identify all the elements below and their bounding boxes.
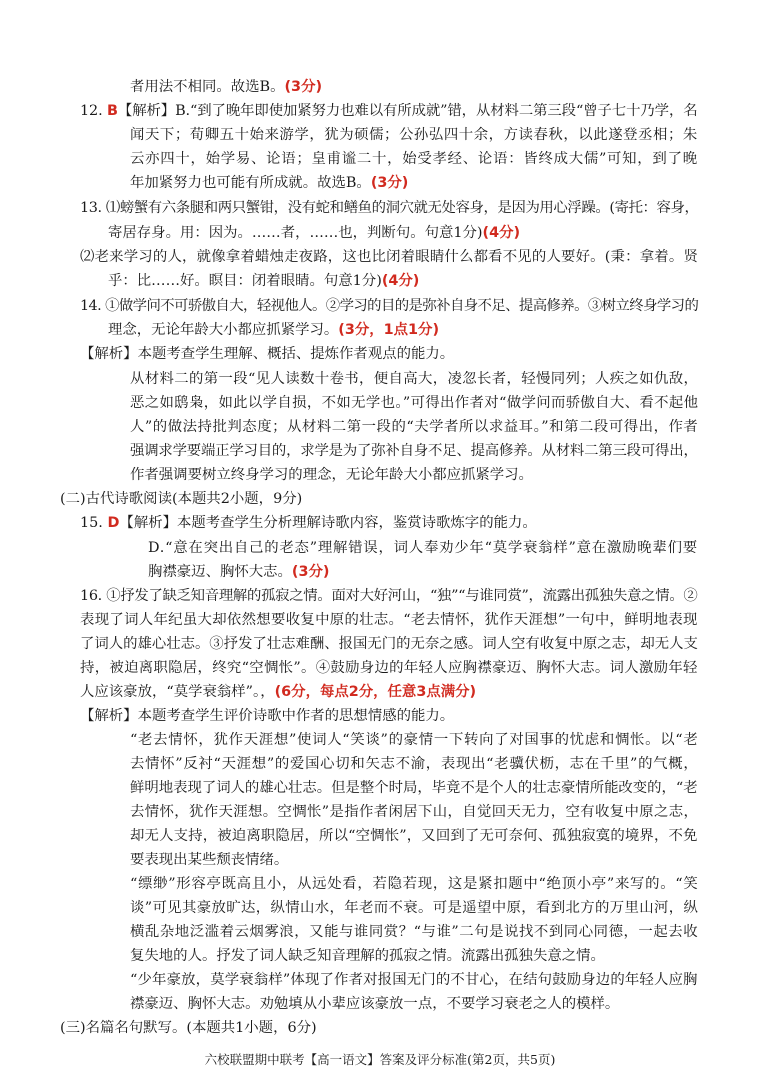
line-text: 年加紧努力也可能有所成就。故选B。 [130, 175, 371, 191]
text-line [80, 682, 476, 702]
line-text: 了词人的雄心壮志。③抒发了壮志难酬、报国无门的无奈之感。词人空有收复中原之志，却无人支 [80, 636, 698, 652]
line-text: 作者强调要树立终身学习的理念，无论年龄大小都应抓紧学习。 [130, 467, 533, 483]
text-line [130, 393, 698, 413]
text-line [130, 778, 698, 798]
text-line [130, 826, 698, 846]
line-text: 横乱杂地泛滥着云烟雾浪，又能与谁同赏？“与谁”二句是说找不到同心同德，一起去收 [130, 924, 699, 940]
line-text: 人应该豪放，“莫学衰翁样”。， [80, 684, 275, 700]
line-text: 寄居存身。用：因为。……者，……也，判断句。句意1分) [108, 225, 483, 241]
text-line [130, 149, 698, 169]
text-line [130, 173, 408, 193]
text-line [80, 586, 698, 606]
text-line [60, 1018, 317, 1038]
line-text: 【解析】本题考查学生评价诗歌中作者的思想情感的能力。 [80, 708, 455, 724]
score-text: (4分) [381, 273, 420, 289]
text-line [130, 970, 698, 990]
line-text: 14. ①做学问不可骄傲自大，轻视他人。②学习的目的是弥补自身不足、提高修养。③树立终身学习的 [80, 298, 699, 314]
text-line [80, 658, 698, 678]
text-line [130, 730, 698, 750]
line-text: 从材料二的第一段“见人读数十卷书，便自高大，凌忽长者，轻慢同列；人疾之如仇敌， [130, 371, 699, 387]
text-line [130, 441, 698, 461]
score-text: (4分) [482, 225, 521, 241]
text-line [130, 77, 322, 97]
line-text: 却无人支持，被迫离职隐居，所以“空惆怅”，又回到了无可奈何、孤独寂寞的境界，不免 [130, 828, 698, 844]
line-text: 理念，无论年龄大小都应抓紧学习。 [108, 322, 339, 338]
text-line [80, 706, 454, 726]
line-text: 复失地的人。抒发了词人缺乏知音理解的孤寂之情。流露出孤独失意之情。 [130, 948, 605, 964]
text-line [130, 125, 698, 145]
text-line [130, 898, 698, 918]
line-text: 要表现出某些颓丧情绪。 [130, 852, 289, 868]
text-line [148, 562, 329, 582]
line-text: 去情怀”反衬“天涯想”的爱国心切和矢志不渝，表现出“老骥伏枥，志在千里”的气概， [130, 756, 699, 772]
line-text: 16. ①抒发了缺乏知音理解的孤寂之情。面对大好河山，“独”“与谁同赏”，流露出孤独失意之情。② [80, 588, 698, 604]
line-text: “少年豪放，莫学衰翁样”体现了作者对报国无门的不甘心，在结句鼓励身边的年轻人应胸 [130, 972, 698, 988]
line-text: 乎：比……好。瞑目：闭着眼睛。句意1分) [108, 273, 382, 289]
line-text: 人”的做法持批判态度；从材料二第一段的“夫学者所以求益耳。”和第二段可得出，作者 [130, 419, 699, 435]
text-line [80, 610, 698, 630]
text-line [130, 946, 605, 966]
line-text: 者用法不相同。故选B。 [130, 79, 285, 95]
line-text: 闻天下；荀卿五十始来游学，犹为硕儒；公孙弘四十余，方读春秋，以此遂登丞相；朱 [130, 127, 698, 143]
text-line [80, 296, 698, 316]
line-text: 强调求学要端正学习目的，求学是为了弥补自身不足、提高修养。从材料二第三段可得出， [130, 443, 698, 459]
line-text: 【解析】本题考查学生理解、概括、提炼作者观点的能力。 [80, 346, 455, 362]
line-text: 15. [80, 515, 108, 531]
score-text: (3分) [284, 79, 323, 95]
line-text: 【解析】本题考查学生分析理解诗歌内容，鉴赏诗歌炼字的能力。 [119, 515, 537, 531]
line-text: (二)古代诗歌阅读(本题共2小题，9分) [60, 491, 303, 507]
text-line [148, 538, 698, 558]
text-line [130, 802, 698, 822]
line-text: 13. ⑴螃蟹有六条腿和两只蟹钳，没有蛇和鳝鱼的洞穴就无处容身，是因为用心浮躁。(寄托：容身， [80, 200, 699, 216]
text-line [130, 417, 698, 437]
line-text: 鲜明地表现了词人的雄心壮志。但是整个时局，毕竟不是个人的壮志豪情所能改变的，“老 [130, 780, 698, 796]
line-text: 【解析】B.“到了晚年即使加紧努力也难以有所成就”错，从材料二第三段“曾子七十乃学，名 [117, 103, 698, 119]
line-text: “老去情怀，犹作天涯想”使词人“笑谈”的豪情一下转向了对国事的忧虑和惆怅。以“老 [130, 732, 699, 748]
text-line [130, 850, 288, 870]
text-line [108, 320, 439, 340]
score-text: D [107, 515, 120, 531]
text-line [130, 994, 619, 1014]
score-text: (3分，1点1分) [338, 322, 440, 338]
line-text: 恶之如鸱枭，如此以学自损，不如无学也。”可得出作者对“做学问而骄傲自大、看不起他 [130, 395, 699, 411]
text-line [130, 369, 698, 389]
score-text: (6分，每点2分，任意3点满分) [274, 684, 477, 700]
text-line [108, 271, 419, 291]
text-line [80, 198, 699, 218]
line-text: 12. [80, 103, 108, 119]
page-footer: 六校联盟期中联考【高一语文】答案及评分标准(第2页，共5页) [204, 1052, 556, 1067]
line-text: 去情怀，犹作天涯想。空惆怅”是指作者闲居下山，自觉回天无力，空有收复中原之志， [130, 804, 699, 820]
text-line [130, 754, 698, 774]
text-line [130, 922, 698, 942]
text-line [80, 634, 698, 654]
line-text: D.“意在突出自己的老态”理解错误，词人奉劝少年“莫学衰翁样”意在激励晚辈们要 [148, 540, 698, 556]
text-line [80, 344, 454, 364]
line-text: 表现了词人年纪虽大却依然想要收复中原的壮志。“老去情怀，犹作天涯想”一句中，鲜明地表现 [80, 612, 698, 628]
score-text: (3分) [370, 175, 409, 191]
line-text: 谈”可见其豪放旷达，纵情山水，年老而不衰。可是遥望中原，看到北方的万里山河，纵 [130, 900, 699, 916]
text-line [108, 223, 520, 243]
line-text: 襟豪迈、胸怀大志。劝勉填从小辈应该豪放一点，不要学习衰老之人的模样。 [130, 996, 620, 1012]
line-text: 持，被迫离职隐居，终究“空惆怅”。④鼓励身边的年轻人应胸襟豪迈、胸怀大志。词人激励年轻 [80, 660, 698, 676]
line-text: ⑵老来学习的人，就像拿着蜡烛走夜路，这也比闭着眼睛什么都看不见的人要好。(秉：拿着。贤 [80, 249, 699, 265]
text-line [80, 101, 698, 121]
text-line [130, 874, 698, 894]
line-text: 云亦四十，始学易、论语；皇甫谧二十，始受孝经、论语：皆终成大儒”可知，到了晚 [130, 151, 698, 167]
line-text: (三)名篇名句默写。(本题共1小题，6分) [60, 1020, 317, 1036]
score-text: (3分) [291, 564, 330, 580]
text-line [80, 513, 537, 533]
text-line [130, 465, 533, 485]
score-text: B [107, 103, 118, 119]
line-text: “缥缈”形容亭既高且小，从远处看，若隐若现，这是紧扣题中“绝顶小亭”来写的。“笑 [130, 876, 699, 892]
line-text: 胸襟豪迈、胸怀大志。 [148, 564, 292, 580]
text-line [80, 247, 698, 267]
text-line [60, 489, 302, 509]
